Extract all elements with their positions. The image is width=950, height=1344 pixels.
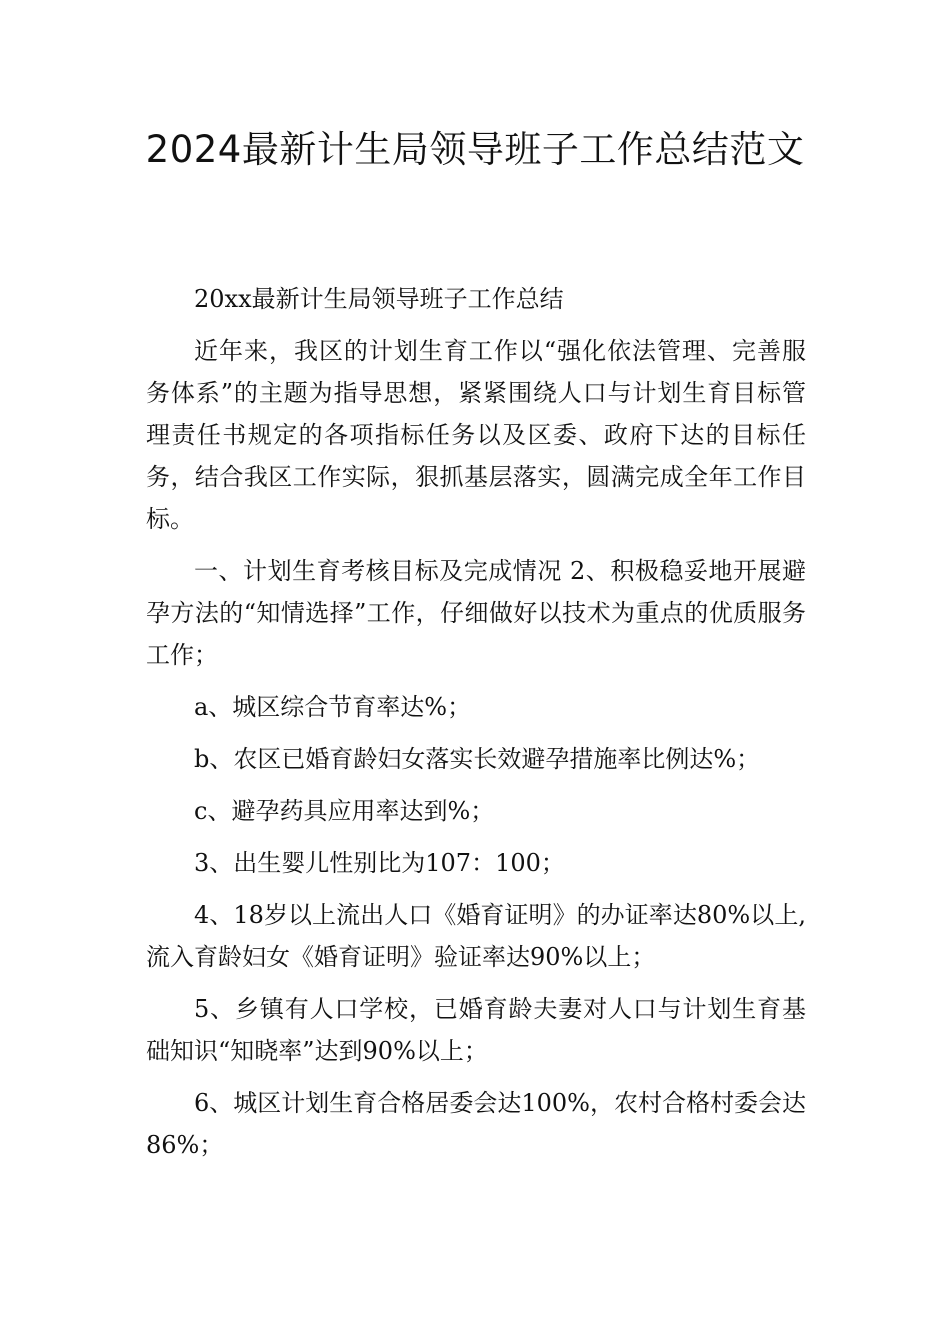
paragraph-item-6: 6、城区计划生育合格居委会达100%，农村合格村委会达86%； (146, 1089, 806, 1159)
document-body (146, 278, 806, 1176)
paragraph-item-3: 3、出生婴儿性别比为107：100； (194, 849, 565, 877)
paragraph-section-one: 一、计划生育考核目标及完成情况 2、积极稳妥地开展避孕方法的“知情选择”工作，仔细做好以技术为重点的优质服务工作； (146, 557, 806, 669)
paragraph-item-a: a、城区综合节育率达%； (194, 693, 472, 721)
paragraph-item-b: b、农区已婚育龄妇女落实长效避孕措施率比例达%； (194, 745, 761, 773)
paragraph-item-5: 5、乡镇有人口学校，已婚育龄夫妻对人口与计划生育基础知识“知晓率”达到90%以上； (146, 995, 806, 1065)
paragraph-item-4: 4、18岁以上流出人口《婚育证明》的办证率达80%以上,流入育龄妇女《婚育证明》验证率达90%以上； (146, 901, 806, 971)
paragraph-subtitle: 20xx最新计生局领导班子工作总结 (194, 285, 564, 313)
document-title: 2024最新计生局领导班子工作总结范文 (145, 128, 805, 171)
paragraph-item-c: c、避孕药具应用率达到%； (194, 797, 495, 825)
paragraph-intro: 近年来，我区的计划生育工作以“强化依法管理、完善服务体系”的主题为指导思想，紧紧围绕人口与计划生育目标管理责任书规定的各项指标任务以及区委、政府下达的目标任务，结合我区工作实际，狠抓基层落实，圆满完成全年工作目标。 (146, 337, 806, 533)
